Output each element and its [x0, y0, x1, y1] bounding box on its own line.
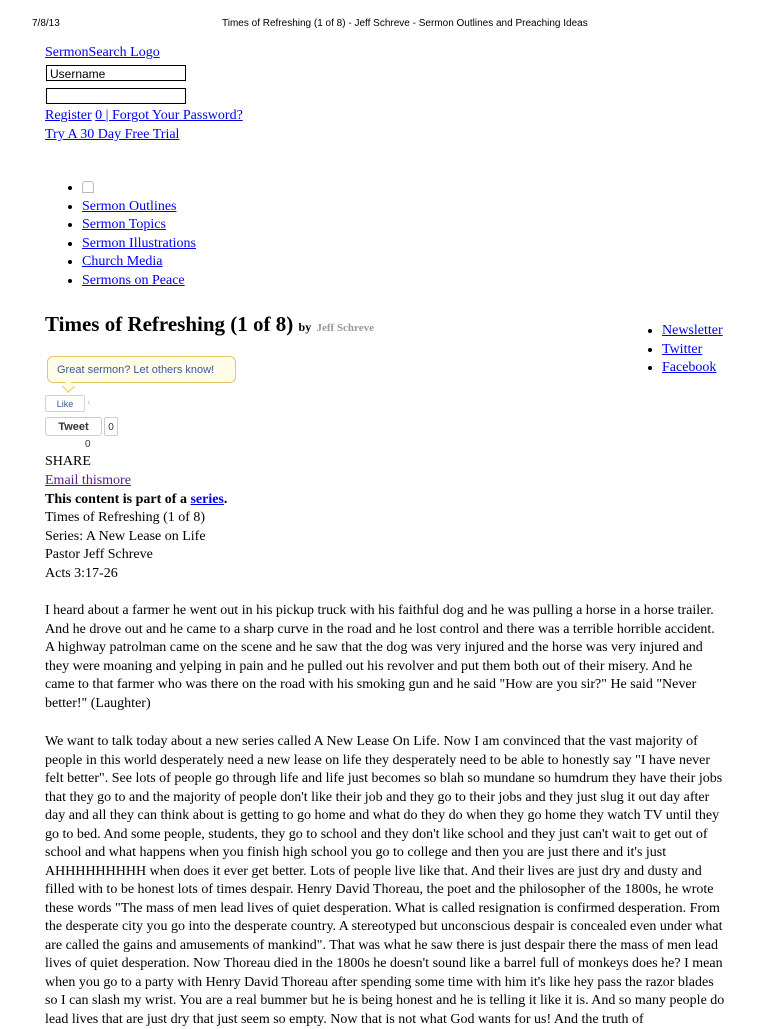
like-caret-icon: ‹ — [87, 397, 91, 408]
nav-item-sermon-illustrations[interactable] — [82, 235, 196, 254]
series-note — [45, 491, 227, 510]
main-nav — [45, 179, 196, 290]
print-header — [0, 17, 768, 31]
account-links — [45, 107, 243, 126]
body-paragraph-2: We want to talk today about a new series called A New Lease On Life. Now I am convinced that the vast majority of people in this world desperately need a new lease on life they desperately need to be able to honestly say "I have never felt better". See lots of people go through life and life just becomes so blah so mundane so humdrum they have their jobs that they go to and the majority of people don't like their job and they go to their jobs and they just slug it out day after day and all they can think about is getting to go home and what do they do when they go home they watch TV until they go to bed. And some people, students, they go to school and they don't like school and they just can't wait to get out of school and what happens when you finish high school you go to college and then you are just there and it's just AHHHHHHHHH when does it ever get better. Lots of people live like that. And their lives are just dry and dusty and filled with to be honest lots of times despair. Henry David Thoreau, the poet and the philosopher of the 1800s, he wrote these words "The mass of men lead lives of quiet desperation. What is called resignation is confirmed desperation. From the desperate city you go into the desperate country. A stereotyped but unconscious despair is concealed even under what are called the gains and amusements of mankind". That was what he saw there is just despair there the mass of men lead lives of quiet desperation. Now Thoreau died in the 1800s he doesn't sound like a barrel full of monkeys does he? I mean when you go to a party with Henry David Thoreau after spending some time with him it's like hey pass the razor blades so I can slash my wrist. You are a real bummer but he is being honest and he is telling it like it is. And so many people do lead lives that are just dry that just seem so empty. Now that is not what God wants for us! And the truth of — [45, 734, 725, 1027]
print-date: 7/8/13 — [32, 18, 60, 29]
social-links — [625, 322, 723, 378]
meta-series-line: Series: A New Lease on Life — [45, 528, 206, 544]
nav-link-sermon-illustrations[interactable]: Sermon Illustrations — [82, 235, 196, 251]
nav-item-sermons-on-peace[interactable] — [82, 272, 196, 291]
sermon-title: Times of Refreshing (1 of 8) — [45, 312, 294, 336]
like-button[interactable]: Like — [45, 395, 85, 412]
share-label: SHARE — [45, 454, 91, 469]
print-title: Times of Refreshing (1 of 8) - Jeff Schreve - Sermon Outlines and Preaching Ideas — [222, 18, 588, 29]
twitter-link[interactable]: Twitter — [662, 341, 703, 357]
social-item-twitter[interactable] — [662, 341, 723, 360]
series-note-suffix: . — [223, 492, 228, 507]
tweet-count: 0 — [104, 417, 118, 436]
home-icon[interactable] — [82, 181, 94, 193]
nav-item-home[interactable] — [82, 179, 196, 198]
series-link[interactable]: series — [190, 492, 224, 507]
free-trial-link[interactable]: Try A 30 Day Free Trial — [45, 127, 180, 142]
social-item-newsletter[interactable] — [662, 322, 723, 341]
nav-link-sermons-on-peace[interactable]: Sermons on Peace — [82, 272, 185, 288]
email-this-link[interactable]: Email this — [45, 473, 103, 488]
nav-link-church-media[interactable]: Church Media — [82, 254, 163, 269]
newsletter-link[interactable]: Newsletter — [662, 323, 723, 338]
sermon-meta — [45, 509, 206, 583]
nav-link-sermon-outlines[interactable]: Sermon Outlines — [82, 198, 177, 214]
username-input[interactable]: Username — [46, 65, 186, 81]
password-input[interactable] — [46, 88, 186, 104]
share-prompt-bubble: Great sermon? Let others know! — [47, 356, 236, 383]
forgot-password-link[interactable]: 0 | Forgot Your Password? — [95, 108, 243, 123]
plus-count: 0 — [85, 439, 91, 450]
nav-link-sermon-topics[interactable]: Sermon Topics — [82, 217, 166, 232]
tweet-button[interactable]: Tweet — [45, 417, 102, 436]
body-paragraph-1: I heard about a farmer he went out in his pickup truck with his faithful dog and he was pulling a horse in a horse trailer. And he drove out and he came to a sharp curve in the road and he lost control and there was a terrible horrible accident. A highway patrolman came on the scene and he saw that the dog was very injured and the horse was very injured and they were moaning and yelping in pain and he pulled out his revolver and put them both out of their misery. And he came to that farmer who was there on the road with his smoking gun and he said "How are you sir?" He said "Never better!" (Laughter) — [45, 603, 715, 711]
facebook-link[interactable]: Facebook — [662, 360, 717, 375]
meta-scripture-line: Acts 3:17-26 — [45, 565, 118, 581]
series-note-prefix: This content is part of a — [45, 492, 191, 507]
nav-item-sermon-topics[interactable] — [82, 216, 196, 235]
nav-item-church-media[interactable] — [82, 253, 196, 272]
nav-item-sermon-outlines[interactable] — [82, 198, 196, 217]
more-share-link[interactable]: more — [102, 473, 131, 488]
meta-pastor-line: Pastor Jeff Schreve — [45, 547, 153, 562]
site-logo-link[interactable]: SermonSearch Logo — [45, 45, 160, 60]
page-title — [45, 310, 374, 342]
author-link[interactable]: Jeff Schreve — [316, 322, 374, 334]
email-more-links — [45, 472, 131, 491]
register-link[interactable]: Register — [45, 108, 92, 123]
social-item-facebook[interactable] — [662, 359, 723, 378]
meta-title-line: Times of Refreshing (1 of 8) — [45, 510, 206, 525]
by-label: by — [298, 320, 312, 334]
